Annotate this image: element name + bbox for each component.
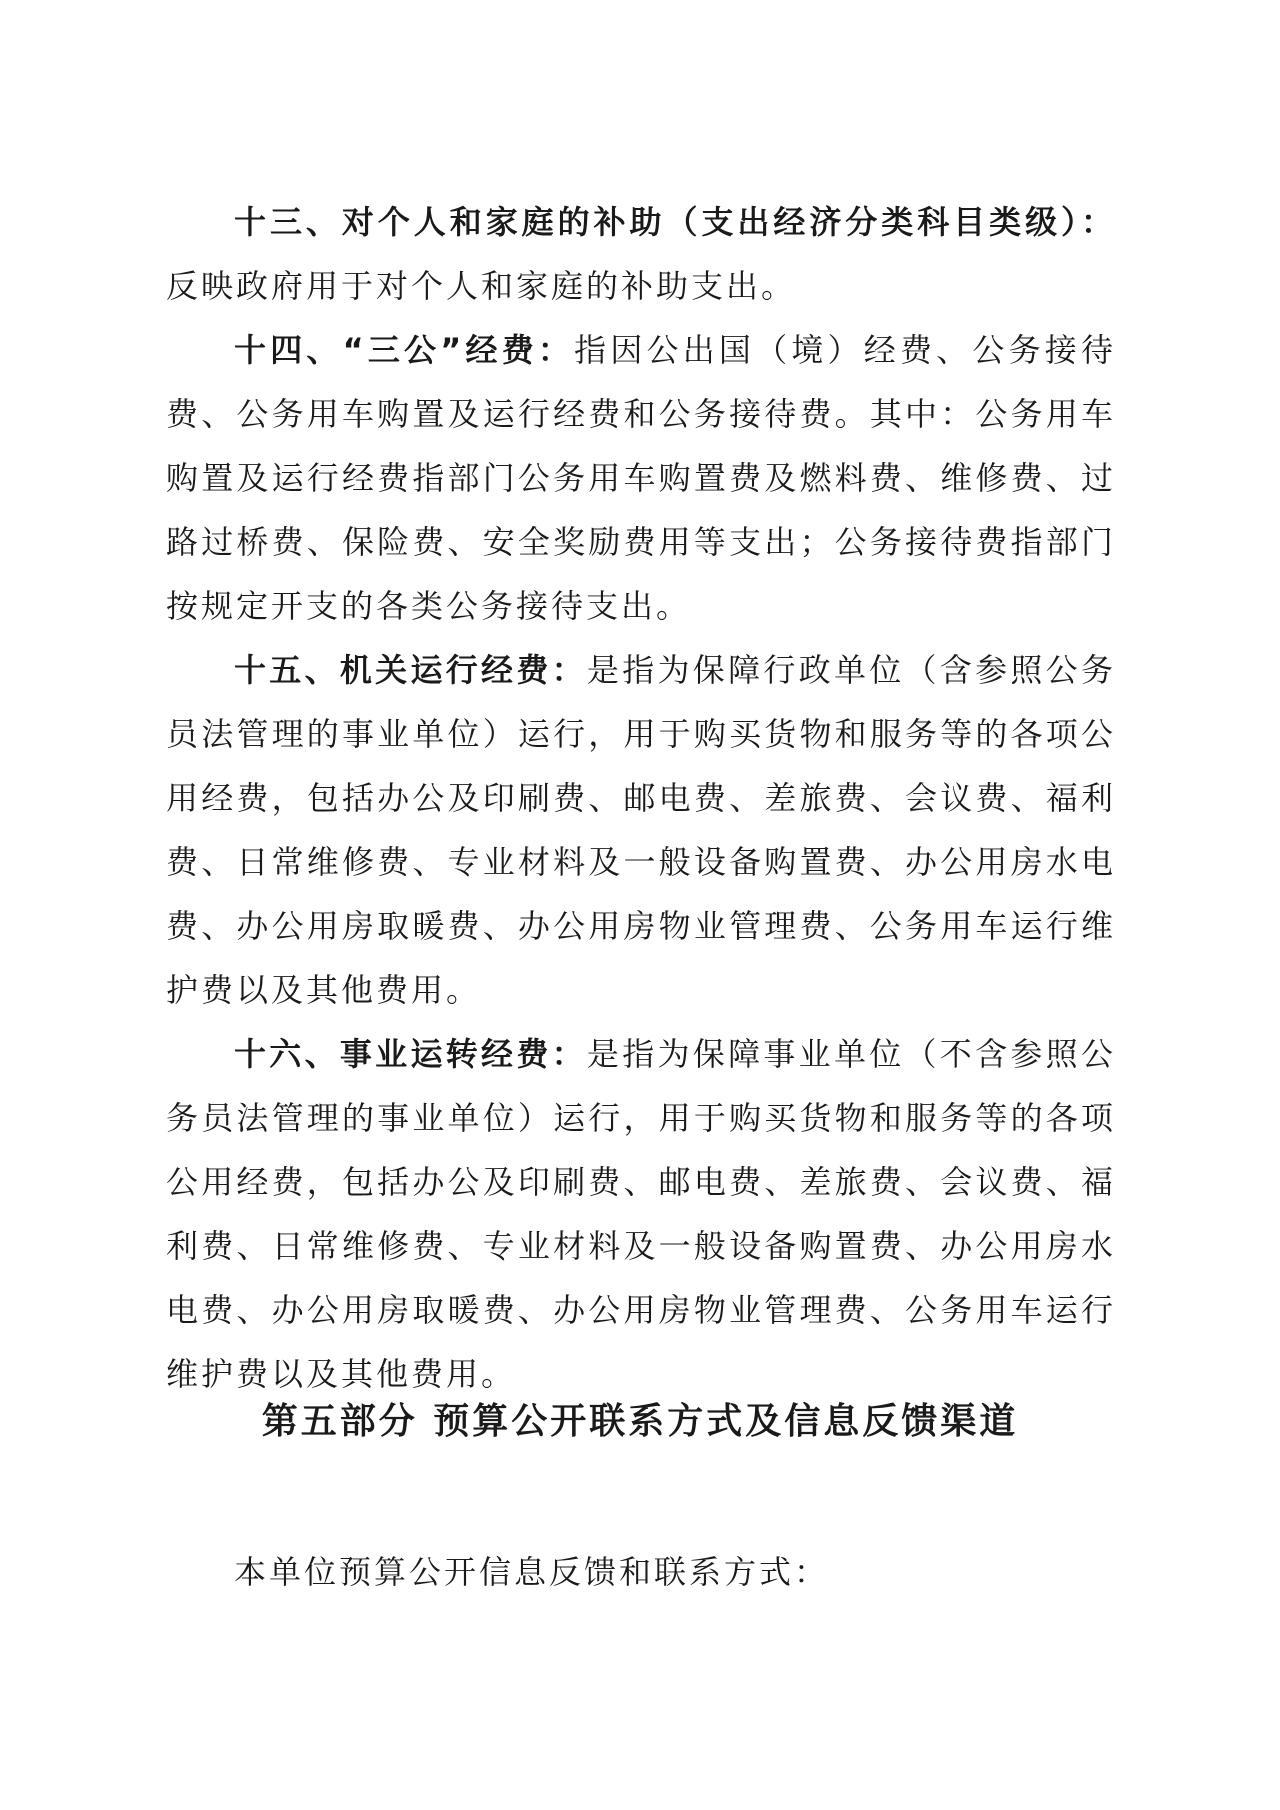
paragraph-text: 反映政府用于对个人和家庭的补助支出。 [166, 267, 797, 305]
paragraph-term: 十三、对个人和家庭的补助（支出经济分类科目类级）： [234, 203, 1116, 241]
paragraph-text: 是指为保障行政单位（含参照公务员法管理的事业单位）运行，用于购买货物和服务等的各项公用经费，包括办公及印刷费、邮电费、差旅费、会议费、福利费、日常维修费、专业材料及一般设备购置费、办公用房水电费、办公用房取暖费、办公用房物业管理费、公务用车运行维护费以及其他费用。 [166, 651, 1116, 1009]
paragraph-term: 十五、机关运行经费： [234, 651, 587, 689]
paragraph-institution-operating-expenses [166, 1022, 1116, 1406]
paragraph-three-public-expenses [166, 318, 1116, 638]
paragraph-term: 十四、“三公”经费： [234, 331, 575, 369]
paragraph-text: 指因公出国（境）经费、公务接待费、公务用车购置及运行经费和公务接待费。其中：公务用车购置及运行经费指部门公务用车购置费及燃料费、维修费、过路过桥费、保险费、安全奖励费用等支出；公务接待费指部门按规定开支的各类公务接待支出。 [166, 331, 1116, 625]
section-heading: 第五部分 预算公开联系方式及信息反馈渠道 [261, 1401, 1019, 1442]
document-body [166, 190, 1116, 1406]
contact-intro: 本单位预算公开信息反馈和联系方式： [234, 1553, 830, 1591]
paragraph-term: 十六、事业运转经费： [234, 1035, 587, 1073]
paragraph-individual-family-subsidy [166, 190, 1116, 318]
paragraph-text: 是指为保障事业单位（不含参照公务员法管理的事业单位）运行，用于购买货物和服务等的各项公用经费，包括办公及印刷费、邮电费、差旅费、会议费、福利费、日常维修费、专业材料及一般设备购置费、办公用房水电费、办公用房取暖费、办公用房物业管理费、公务用车运行维护费以及其他费用。 [166, 1035, 1116, 1393]
paragraph-agency-operating-expenses [166, 638, 1116, 1022]
